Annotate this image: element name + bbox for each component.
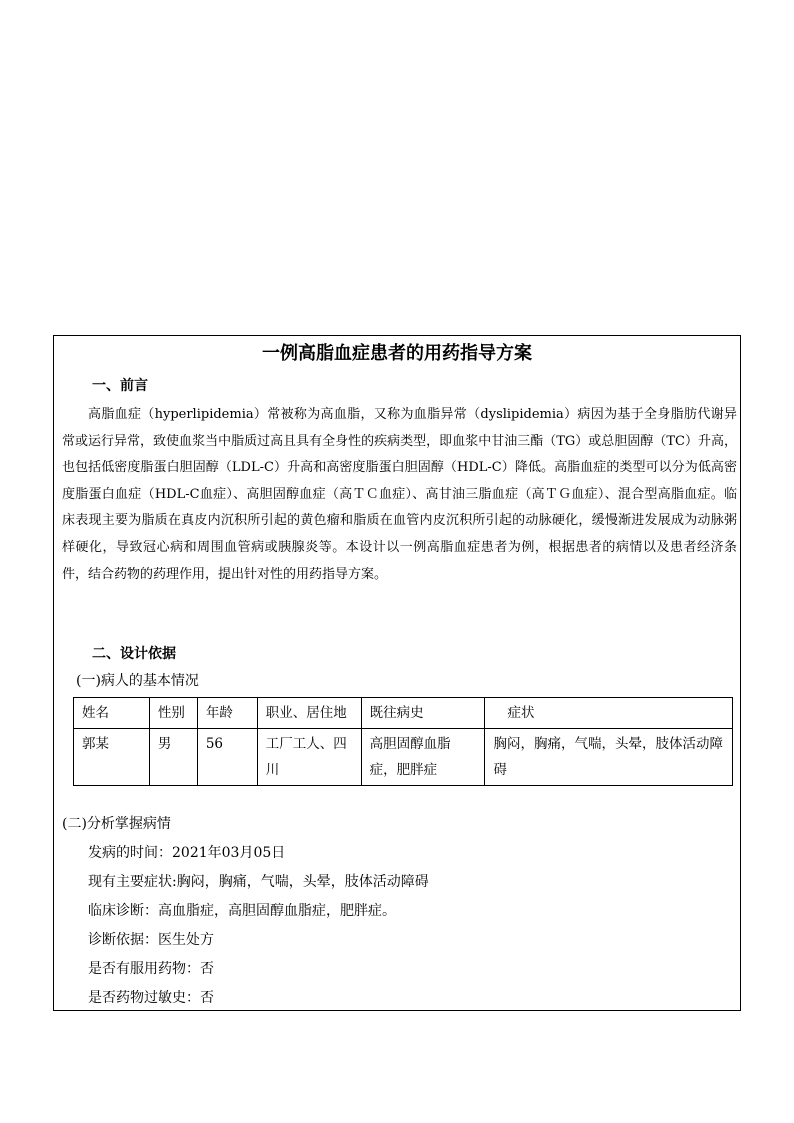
section-heading-preface: 一、前言 xyxy=(92,378,148,394)
section-heading-basis: 二、设计依据 xyxy=(92,646,176,662)
cell-symptoms: 胸闷，胸痛，气喘，头晕，肢体活动障碍 xyxy=(485,729,733,786)
subsection-patient-info: (一)病人的基本情况 xyxy=(76,673,199,689)
cell-medical-history: 高胆固醇血脂症，肥胖症 xyxy=(361,729,485,786)
table-row xyxy=(74,729,733,786)
header-gender: 性别 xyxy=(149,698,197,729)
patient-info-table xyxy=(73,697,733,786)
intro-paragraph: 高脂血症（hyperlipidemia）常被称为高血脂，又称为血脂异常（dyslipidemia）病因为基于全身脂肪代谢异常或运行异常，致使血浆当中脂质过高且具有全身性的疾病类型，即血浆中甘油三酯（TG）或总胆固醇（TC）升高，也包括低密度脂蛋白胆固醇（LDL-C）升高和高密度脂蛋白胆固醇（HDL-C）降低。高脂血症的类型可以分为低高密度脂蛋白血症（HDL-C血症）、高胆固醇血症（高ＴＣ血症）、高甘油三脂血症（高ＴＧ血症）、混合型高脂血症。临床表现主要为脂质在真皮内沉积所引起的黄色瘤和脂质在血管内皮沉积所引起的动脉硬化，缓慢渐进发展成为动脉粥样硬化，导致冠心病和周围血管病或胰腺炎等。本设计以一例高脂血症患者为例，根据患者的病情以及患者经济条件，结合药物的药理作用，提出针对性的用药指导方案。 xyxy=(62,407,737,582)
detail-clinical-diagnosis: 临床诊断：高血脂症，高胆固醇血脂症，肥胖症。 xyxy=(88,903,396,919)
document-title: 一例高脂血症患者的用药指导方案 xyxy=(262,343,532,364)
cell-name: 郭某 xyxy=(74,729,150,786)
header-symptoms: 症状 xyxy=(485,698,733,729)
header-name: 姓名 xyxy=(74,698,150,729)
cell-occupation-residence: 工厂工人、四川 xyxy=(257,729,361,786)
cell-gender: 男 xyxy=(149,729,197,786)
detail-diagnosis-basis: 诊断依据：医生处方 xyxy=(88,932,214,948)
detail-main-symptoms: 现有主要症状:胸闷，胸痛，气喘，头晕，肢体活动障碍 xyxy=(88,874,429,890)
detail-medication-history: 是否有服用药物：否 xyxy=(88,961,214,977)
detail-allergy-history: 是否药物过敏史：否 xyxy=(88,990,214,1006)
header-medical-history: 既往病史 xyxy=(361,698,485,729)
header-occupation-residence: 职业、居住地 xyxy=(257,698,361,729)
cell-age: 56 xyxy=(197,729,257,786)
table-header-row xyxy=(74,698,733,729)
header-age: 年龄 xyxy=(197,698,257,729)
document-frame xyxy=(53,335,741,1011)
detail-onset-time: 发病的时间：2021年03月05日 xyxy=(88,845,286,861)
subsection-condition-analysis: (二)分析掌握病情 xyxy=(62,816,171,832)
